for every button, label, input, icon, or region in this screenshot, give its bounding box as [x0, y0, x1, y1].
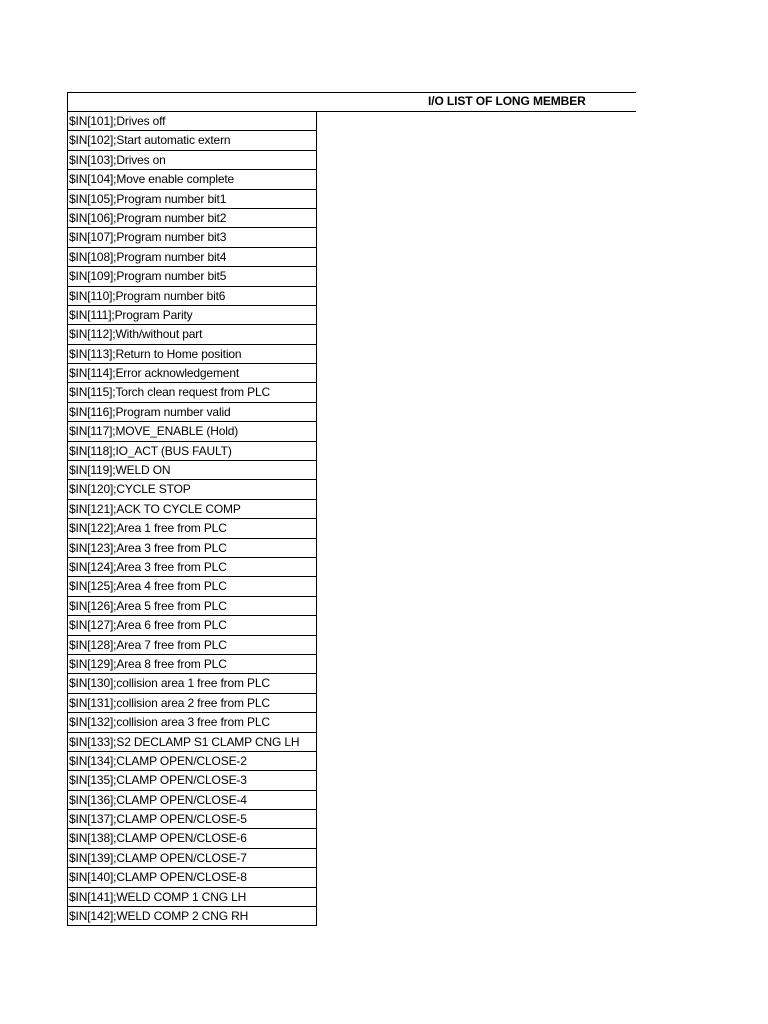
io-signal-row: $IN[103];Drives on	[68, 151, 316, 170]
io-signal-row: $IN[141];WELD COMP 1 CNG LH	[68, 888, 316, 907]
io-signal-row: $IN[116];Program number valid	[68, 403, 316, 422]
io-signal-row: $IN[115];Torch clean request from PLC	[68, 383, 316, 402]
io-signal-row: $IN[108];Program number bit4	[68, 248, 316, 267]
io-signal-list	[67, 112, 317, 926]
io-signal-row: $IN[137];CLAMP OPEN/CLOSE-5	[68, 810, 316, 829]
io-signal-row: $IN[111];Program Parity	[68, 306, 316, 325]
io-signal-row: $IN[136];CLAMP OPEN/CLOSE-4	[68, 791, 316, 810]
io-signal-row: $IN[134];CLAMP OPEN/CLOSE-2	[68, 752, 316, 771]
io-signal-row: $IN[113];Return to Home position	[68, 345, 316, 364]
io-signal-row: $IN[138];CLAMP OPEN/CLOSE-6	[68, 829, 316, 848]
io-signal-row: $IN[123];Area 3 free from PLC	[68, 539, 316, 558]
io-signal-row: $IN[117];MOVE_ENABLE (Hold)	[68, 422, 316, 441]
io-signal-row: $IN[126];Area 5 free from PLC	[68, 597, 316, 616]
io-signal-row: $IN[107];Program number bit3	[68, 228, 316, 247]
io-signal-row: $IN[132];collision area 3 free from PLC	[68, 713, 316, 732]
io-signal-row: $IN[119];WELD ON	[68, 461, 316, 480]
io-signal-row: $IN[118];IO_ACT (BUS FAULT)	[68, 442, 316, 461]
io-signal-row: $IN[122];Area 1 free from PLC	[68, 519, 316, 538]
title-row	[67, 92, 636, 112]
io-signal-row: $IN[112];With/without part	[68, 325, 316, 344]
io-signal-row: $IN[125];Area 4 free from PLC	[68, 577, 316, 596]
io-signal-row: $IN[135];CLAMP OPEN/CLOSE-3	[68, 771, 316, 790]
io-signal-row: $IN[102];Start automatic extern	[68, 131, 316, 150]
io-signal-row: $IN[124];Area 3 free from PLC	[68, 558, 316, 577]
io-signal-row: $IN[101];Drives off	[68, 112, 316, 131]
io-signal-row: $IN[120];CYCLE STOP	[68, 480, 316, 499]
io-signal-row: $IN[142];WELD COMP 2 CNG RH	[68, 907, 316, 926]
io-signal-row: $IN[121];ACK TO CYCLE COMP	[68, 500, 316, 519]
io-signal-row: $IN[114];Error acknowledgement	[68, 364, 316, 383]
spreadsheet-page	[67, 92, 636, 926]
io-signal-row: $IN[104];Move enable complete	[68, 170, 316, 189]
io-signal-row: $IN[133];S2 DECLAMP S1 CLAMP CNG LH	[68, 733, 316, 752]
io-signal-row: $IN[130];collision area 1 free from PLC	[68, 674, 316, 693]
io-signal-row: $IN[106];Program number bit2	[68, 209, 316, 228]
io-signal-row: $IN[131];collision area 2 free from PLC	[68, 694, 316, 713]
io-signal-row: $IN[129];Area 8 free from PLC	[68, 655, 316, 674]
io-signal-row: $IN[128];Area 7 free from PLC	[68, 636, 316, 655]
io-signal-row: $IN[105];Program number bit1	[68, 190, 316, 209]
io-signal-row: $IN[110];Program number bit6	[68, 287, 316, 306]
io-signal-row: $IN[109];Program number bit5	[68, 267, 316, 286]
io-signal-row: $IN[127];Area 6 free from PLC	[68, 616, 316, 635]
io-signal-row: $IN[140];CLAMP OPEN/CLOSE-8	[68, 868, 316, 887]
io-signal-row: $IN[139];CLAMP OPEN/CLOSE-7	[68, 849, 316, 868]
sheet-title: I/O LIST OF LONG MEMBER	[428, 94, 586, 108]
